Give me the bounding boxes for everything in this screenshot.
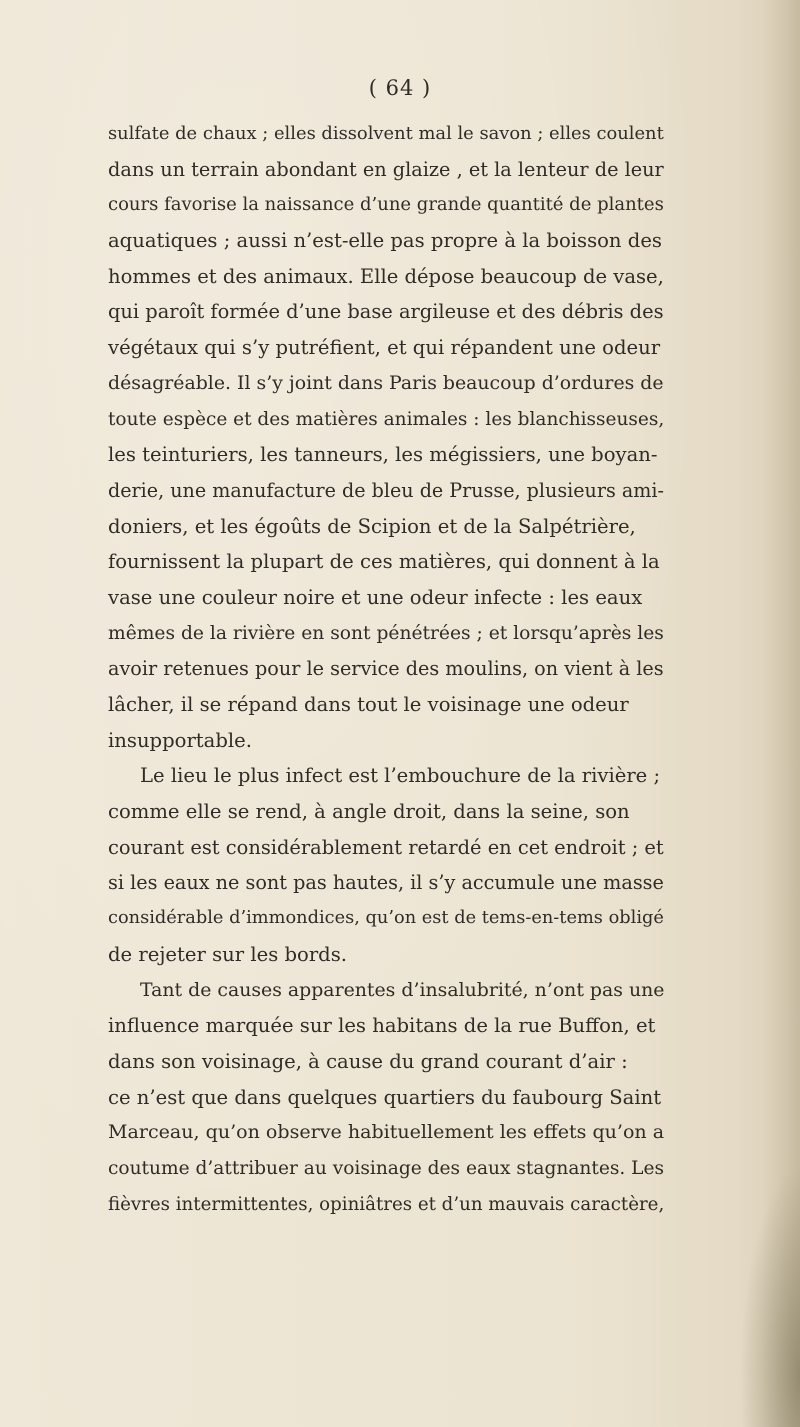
text-line: Tant de causes apparentes d’insalubrité, n’ont pas une: [140, 978, 665, 1001]
text-line: Marceau, qu’on observe habituellement les effets qu’on a: [108, 1121, 665, 1144]
text-line: influence marquée sur les habitans de la rue Buffon, et: [108, 1014, 656, 1038]
text-line: derie, une manufacture de bleu de Prusse, plusieurs ami-: [108, 478, 664, 502]
text-line: cours favorise la naissance d’une grande quantité de plantes: [108, 194, 664, 216]
text-line: végétaux qui s’y putréfient, et qui répandent une odeur: [108, 336, 661, 360]
text-line: qui paroît formée d’une base argileuse et des débris des: [108, 300, 664, 324]
text-line: courant est considérablement retardé en cet endroit ; et: [108, 835, 664, 859]
text-line: les teinturiers, les tanneurs, les mégissiers, une boyan-: [108, 443, 658, 467]
text-line: doniers, et les égoûts de Scipion et de la Salpétrière,: [108, 514, 636, 538]
text-line: aquatiques ; aussi n’est-elle pas propre à la boisson des: [108, 229, 662, 253]
text-line: mêmes de la rivière en sont pénétrées ; et lorsqu’après les: [108, 622, 664, 644]
text-line: fournissent la plupart de ces matières, qui donnent à la: [108, 550, 660, 574]
text-line: si les eaux ne sont pas hautes, il s’y accumule une masse: [108, 871, 664, 895]
text-line: fièvres intermittentes, opiniâtres et d’un mauvais caractère,: [108, 1193, 665, 1215]
text-line: hommes et des animaux. Elle dépose beaucoup de vase,: [108, 264, 664, 288]
text-line: toute espèce et des matières animales : les blanchisseuses,: [108, 408, 665, 430]
text-line: dans un terrain abondant en glaize , et la lenteur de leur: [108, 157, 664, 181]
text-line: vase une couleur noire et une odeur infecte : les eaux: [108, 585, 643, 609]
text-line: lâcher, il se répand dans tout le voisinage une odeur: [108, 693, 629, 716]
text-line: insupportable.: [108, 728, 252, 752]
text-line: comme elle se rend, à angle droit, dans la seine, son: [108, 800, 630, 824]
text-line: coutume d’attribuer au voisinage des eaux stagnantes. Les: [108, 1157, 665, 1179]
page-number: ( 64 ): [368, 76, 432, 100]
text-line: considérable d’immondices, qu’on est de tems-en-tems obligé: [108, 908, 664, 929]
text-line: Le lieu le plus infect est l’embouchure de la rivière ;: [140, 764, 661, 788]
text-line: désagréable. Il s’y joint dans Paris beaucoup d’ordures de: [108, 371, 664, 394]
text-line: dans son voisinage, à cause du grand courant d’air :: [108, 1049, 628, 1073]
page-corner-stain: [740, 1167, 800, 1427]
text-line: ce n’est que dans quelques quartiers du faubourg Saint: [108, 1085, 662, 1109]
text-line: de rejeter sur les bords.: [108, 942, 348, 966]
text-line: sulfate de chaux ; elles dissolvent mal le savon ; elles coulent: [108, 123, 664, 144]
text-line: avoir retenues pour le service des moulins, on vient à les: [108, 657, 664, 681]
body-text: [108, 116, 664, 1222]
